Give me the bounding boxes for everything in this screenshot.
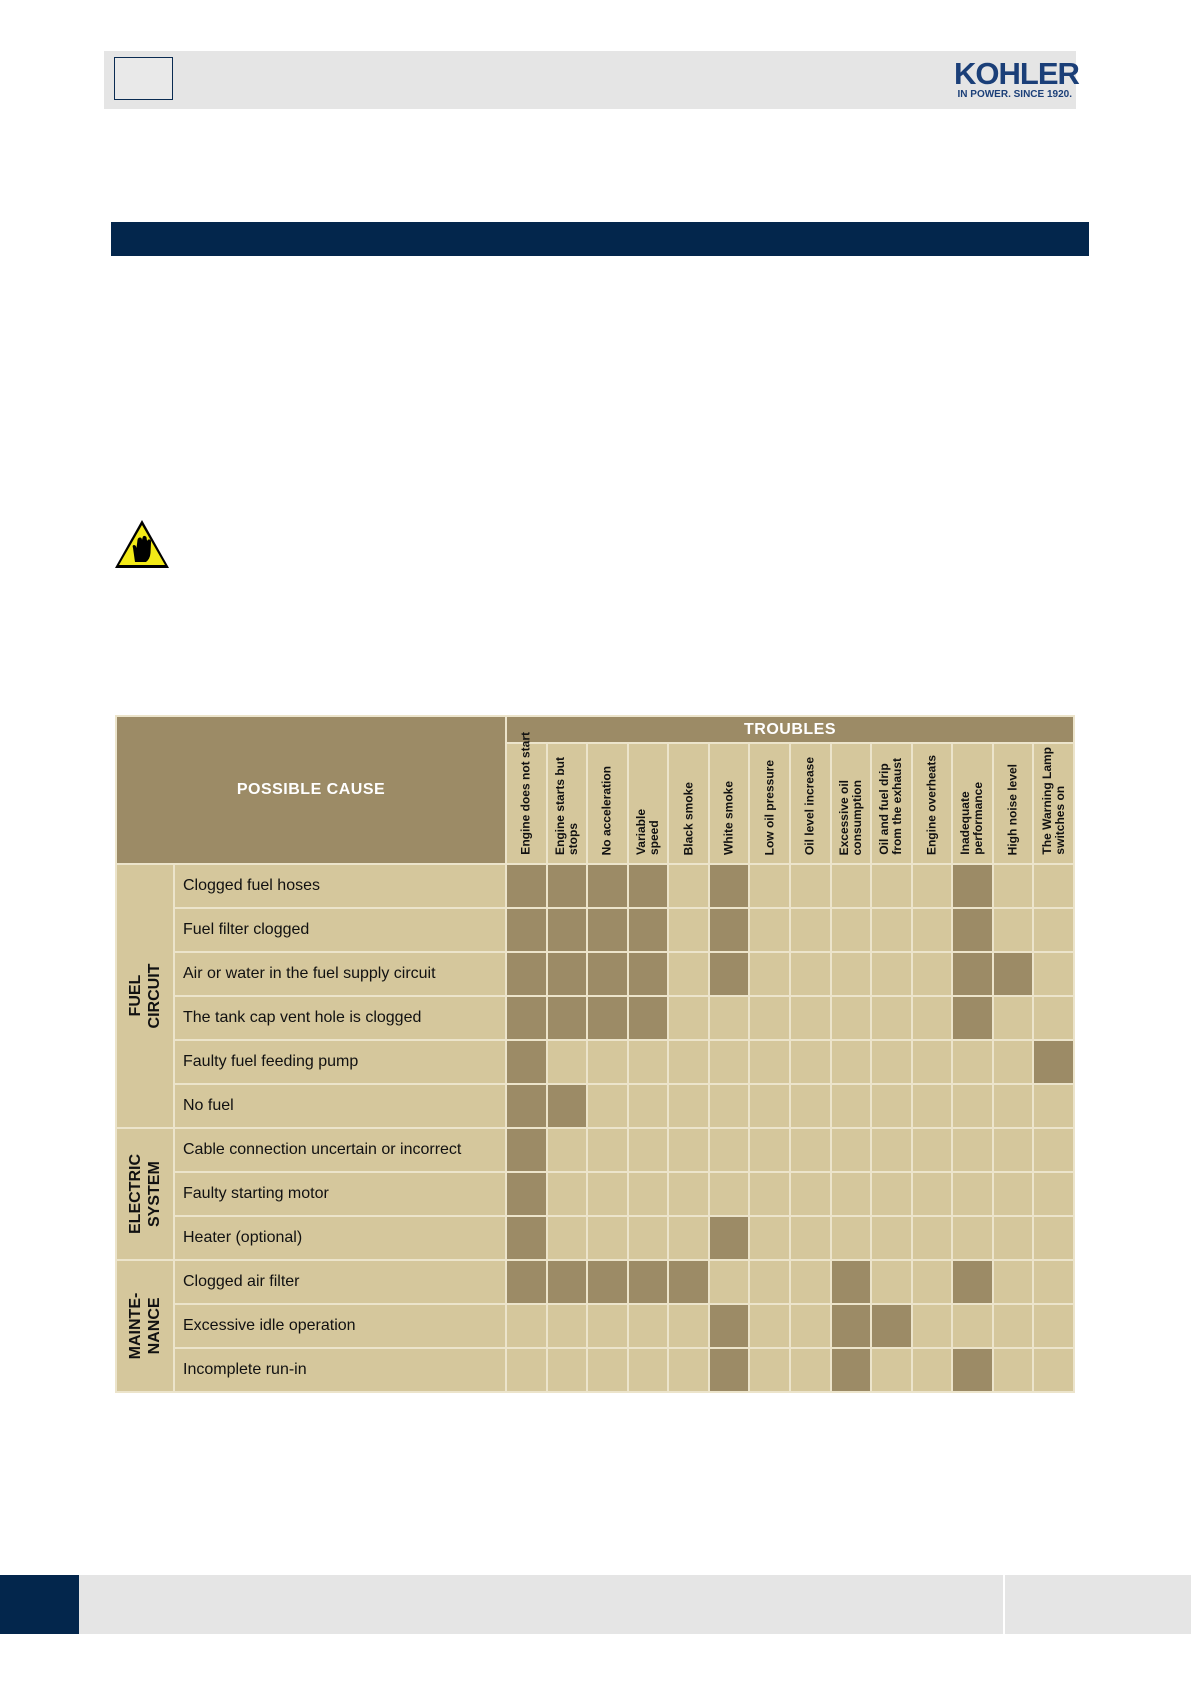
table-row bbox=[116, 864, 1074, 908]
page-header bbox=[104, 51, 1079, 109]
cause-cell: Cable connection uncertain or incorrect bbox=[174, 1128, 506, 1172]
table-row bbox=[116, 1260, 1074, 1304]
mark-cell-empty bbox=[952, 1216, 993, 1260]
mark-cell-empty bbox=[871, 1084, 912, 1128]
mark-cell-checked bbox=[709, 1304, 750, 1348]
mark-cell-empty bbox=[831, 864, 872, 908]
mark-cell-empty bbox=[993, 1172, 1034, 1216]
trouble-column-header bbox=[993, 743, 1034, 864]
mark-cell-checked bbox=[506, 952, 547, 996]
mark-cell-checked bbox=[952, 952, 993, 996]
mark-cell-empty bbox=[912, 908, 953, 952]
mark-cell-empty bbox=[749, 1040, 790, 1084]
table-row bbox=[116, 996, 1074, 1040]
mark-cell-checked bbox=[831, 1260, 872, 1304]
trouble-column-header bbox=[668, 743, 709, 864]
trouble-label: Engine does not start bbox=[518, 732, 533, 855]
mark-cell-empty bbox=[709, 996, 750, 1040]
mark-cell-empty bbox=[912, 996, 953, 1040]
mark-cell-empty bbox=[668, 1128, 709, 1172]
trouble-column-header bbox=[1033, 743, 1074, 864]
mark-cell-empty bbox=[912, 952, 953, 996]
mark-cell-empty bbox=[1033, 1348, 1074, 1392]
mark-cell-empty bbox=[749, 908, 790, 952]
mark-cell-empty bbox=[1033, 1216, 1074, 1260]
logo-wordmark: KOHLER bbox=[954, 56, 1079, 91]
mark-cell-checked bbox=[952, 908, 993, 952]
mark-cell-checked bbox=[709, 908, 750, 952]
mark-cell-empty bbox=[547, 1128, 588, 1172]
group-cell bbox=[116, 1260, 174, 1392]
mark-cell-empty bbox=[749, 1172, 790, 1216]
mark-cell-checked bbox=[506, 996, 547, 1040]
group-label: MAINTE- NANCE bbox=[127, 1292, 163, 1360]
mark-cell-empty bbox=[790, 952, 831, 996]
mark-cell-empty bbox=[749, 996, 790, 1040]
trouble-label: Black smoke bbox=[681, 781, 696, 855]
mark-cell-empty bbox=[871, 1172, 912, 1216]
mark-cell-empty bbox=[587, 1172, 628, 1216]
mark-cell-empty bbox=[668, 996, 709, 1040]
mark-cell-empty bbox=[547, 1348, 588, 1392]
mark-cell-empty bbox=[1033, 952, 1074, 996]
mark-cell-empty bbox=[993, 1304, 1034, 1348]
mark-cell-empty bbox=[871, 1348, 912, 1392]
mark-cell-empty bbox=[831, 1128, 872, 1172]
mark-cell-empty bbox=[790, 1304, 831, 1348]
trouble-label: Low oil pressure bbox=[762, 759, 777, 855]
mark-cell-empty bbox=[871, 1040, 912, 1084]
mark-cell-checked bbox=[506, 1040, 547, 1084]
mark-cell-empty bbox=[871, 908, 912, 952]
trouble-label: Engine starts but stops bbox=[552, 756, 580, 855]
trouble-column-header bbox=[749, 743, 790, 864]
mark-cell-empty bbox=[871, 864, 912, 908]
table-row bbox=[116, 1348, 1074, 1392]
mark-cell-empty bbox=[749, 1304, 790, 1348]
mark-cell-empty bbox=[749, 1216, 790, 1260]
mark-cell-empty bbox=[547, 1040, 588, 1084]
mark-cell-checked bbox=[628, 952, 669, 996]
group-label: ELECTRIC SYSTEM bbox=[127, 1154, 163, 1234]
mark-cell-empty bbox=[709, 1172, 750, 1216]
trouble-label: Oil and fuel drip from the exhaust bbox=[877, 758, 905, 855]
mark-cell-checked bbox=[668, 1260, 709, 1304]
trouble-column-header bbox=[709, 743, 750, 864]
mark-cell-empty bbox=[993, 1348, 1034, 1392]
mark-cell-checked bbox=[587, 864, 628, 908]
footer-right-block bbox=[1005, 1575, 1191, 1634]
cause-cell: Faulty starting motor bbox=[174, 1172, 506, 1216]
cause-cell: Clogged fuel hoses bbox=[174, 864, 506, 908]
mark-cell-empty bbox=[912, 864, 953, 908]
mark-cell-empty bbox=[1033, 1084, 1074, 1128]
mark-cell-empty bbox=[993, 1040, 1034, 1084]
mark-cell-empty bbox=[547, 1216, 588, 1260]
cause-cell: Heater (optional) bbox=[174, 1216, 506, 1260]
mark-cell-checked bbox=[709, 1216, 750, 1260]
mark-cell-empty bbox=[628, 1084, 669, 1128]
mark-cell-empty bbox=[749, 1084, 790, 1128]
mark-cell-empty bbox=[912, 1128, 953, 1172]
mark-cell-checked bbox=[506, 1084, 547, 1128]
mark-cell-empty bbox=[1033, 1128, 1074, 1172]
cause-cell: Fuel filter clogged bbox=[174, 908, 506, 952]
mark-cell-empty bbox=[628, 1216, 669, 1260]
mark-cell-checked bbox=[628, 864, 669, 908]
mark-cell-empty bbox=[912, 1260, 953, 1304]
mark-cell-empty bbox=[831, 1172, 872, 1216]
mark-cell-empty bbox=[871, 996, 912, 1040]
mark-cell-empty bbox=[993, 1128, 1034, 1172]
mark-cell-empty bbox=[912, 1216, 953, 1260]
trouble-column-header bbox=[506, 732, 547, 864]
mark-cell-empty bbox=[628, 1040, 669, 1084]
mark-cell-empty bbox=[790, 1172, 831, 1216]
mark-cell-empty bbox=[912, 1304, 953, 1348]
table-row bbox=[116, 1216, 1074, 1260]
mark-cell-empty bbox=[790, 864, 831, 908]
mark-cell-empty bbox=[547, 1172, 588, 1216]
mark-cell-checked bbox=[952, 864, 993, 908]
mark-cell-empty bbox=[993, 864, 1034, 908]
mark-cell-checked bbox=[506, 864, 547, 908]
trouble-label: Inadequate performance bbox=[958, 782, 986, 855]
mark-cell-empty bbox=[668, 1172, 709, 1216]
mark-cell-empty bbox=[587, 1128, 628, 1172]
mark-cell-empty bbox=[668, 952, 709, 996]
trouble-label: No acceleration bbox=[599, 765, 614, 855]
mark-cell-checked bbox=[952, 996, 993, 1040]
mark-cell-empty bbox=[1033, 1172, 1074, 1216]
mark-cell-checked bbox=[506, 1128, 547, 1172]
mark-cell-empty bbox=[952, 1084, 993, 1128]
mark-cell-checked bbox=[547, 908, 588, 952]
mark-cell-checked bbox=[547, 996, 588, 1040]
trouble-label: Excessive oil consumption bbox=[836, 779, 864, 855]
mark-cell-checked bbox=[547, 952, 588, 996]
mark-cell-checked bbox=[506, 1216, 547, 1260]
mark-cell-checked bbox=[952, 1348, 993, 1392]
mark-cell-empty bbox=[709, 1128, 750, 1172]
mark-cell-empty bbox=[790, 1128, 831, 1172]
mark-cell-empty bbox=[831, 996, 872, 1040]
cause-cell: Clogged air filter bbox=[174, 1260, 506, 1304]
trouble-label: Variable speed bbox=[633, 808, 661, 855]
trouble-column-header bbox=[587, 743, 628, 864]
mark-cell-empty bbox=[871, 952, 912, 996]
mark-cell-empty bbox=[871, 1216, 912, 1260]
mark-cell-checked bbox=[587, 952, 628, 996]
mark-cell-empty bbox=[790, 1348, 831, 1392]
table-row bbox=[116, 908, 1074, 952]
group-label: FUEL CIRCUIT bbox=[127, 963, 163, 1029]
mark-cell-empty bbox=[952, 1172, 993, 1216]
mark-cell-empty bbox=[587, 1304, 628, 1348]
mark-cell-empty bbox=[790, 908, 831, 952]
mark-cell-checked bbox=[587, 996, 628, 1040]
mark-cell-empty bbox=[1033, 1260, 1074, 1304]
mark-cell-empty bbox=[506, 1304, 547, 1348]
table-row bbox=[116, 1040, 1074, 1084]
mark-cell-empty bbox=[668, 1040, 709, 1084]
mark-cell-empty bbox=[668, 1084, 709, 1128]
footer-page-block bbox=[0, 1575, 79, 1634]
mark-cell-empty bbox=[831, 1084, 872, 1128]
mark-cell-empty bbox=[628, 1348, 669, 1392]
mark-cell-checked bbox=[709, 952, 750, 996]
mark-cell-checked bbox=[547, 1260, 588, 1304]
kohler-logo bbox=[954, 56, 1079, 101]
mark-cell-empty bbox=[871, 1128, 912, 1172]
mark-cell-empty bbox=[668, 1304, 709, 1348]
trouble-column-header bbox=[952, 743, 993, 864]
mark-cell-checked bbox=[709, 1348, 750, 1392]
group-cell bbox=[116, 1128, 174, 1260]
mark-cell-empty bbox=[628, 1304, 669, 1348]
mark-cell-checked bbox=[831, 1348, 872, 1392]
mark-cell-checked bbox=[831, 1304, 872, 1348]
mark-cell-empty bbox=[547, 1304, 588, 1348]
mark-cell-checked bbox=[952, 1260, 993, 1304]
mark-cell-empty bbox=[709, 1084, 750, 1128]
mark-cell-checked bbox=[709, 864, 750, 908]
trouble-label: White smoke bbox=[721, 780, 736, 855]
mark-cell-empty bbox=[668, 864, 709, 908]
section-title-bar bbox=[111, 222, 1089, 256]
trouble-label: High noise level bbox=[1005, 763, 1020, 855]
table-row bbox=[116, 1084, 1074, 1128]
mark-cell-empty bbox=[709, 1040, 750, 1084]
mark-cell-empty bbox=[871, 1260, 912, 1304]
trouble-column-header bbox=[831, 743, 872, 864]
trouble-label: The Warning Lamp switches on bbox=[1039, 747, 1067, 855]
mark-cell-empty bbox=[668, 908, 709, 952]
mark-cell-checked bbox=[506, 908, 547, 952]
trouble-label: Engine overheats bbox=[924, 754, 939, 855]
mark-cell-empty bbox=[831, 952, 872, 996]
mark-cell-empty bbox=[1033, 864, 1074, 908]
troubleshooting-table bbox=[115, 715, 1075, 1393]
mark-cell-empty bbox=[831, 908, 872, 952]
mark-cell-empty bbox=[749, 1260, 790, 1304]
mark-cell-checked bbox=[547, 864, 588, 908]
mark-cell-empty bbox=[831, 1216, 872, 1260]
cause-cell: Faulty fuel feeding pump bbox=[174, 1040, 506, 1084]
mark-cell-empty bbox=[749, 1348, 790, 1392]
mark-cell-empty bbox=[952, 1128, 993, 1172]
table-row bbox=[116, 1304, 1074, 1348]
mark-cell-empty bbox=[587, 1084, 628, 1128]
mark-cell-empty bbox=[749, 864, 790, 908]
mark-cell-empty bbox=[790, 1216, 831, 1260]
mark-cell-empty bbox=[668, 1348, 709, 1392]
mark-cell-empty bbox=[749, 1128, 790, 1172]
mark-cell-empty bbox=[709, 1260, 750, 1304]
cause-cell: No fuel bbox=[174, 1084, 506, 1128]
mark-cell-empty bbox=[1033, 1304, 1074, 1348]
mark-cell-empty bbox=[1033, 996, 1074, 1040]
mark-cell-empty bbox=[993, 1260, 1034, 1304]
mark-cell-empty bbox=[831, 1040, 872, 1084]
mark-cell-empty bbox=[912, 1040, 953, 1084]
table-row bbox=[116, 1172, 1074, 1216]
mark-cell-empty bbox=[912, 1348, 953, 1392]
mark-cell-checked bbox=[547, 1084, 588, 1128]
mark-cell-empty bbox=[912, 1172, 953, 1216]
mark-cell-empty bbox=[952, 1040, 993, 1084]
trouble-column-header bbox=[790, 743, 831, 864]
mark-cell-empty bbox=[993, 1084, 1034, 1128]
mark-cell-empty bbox=[790, 1040, 831, 1084]
mark-cell-empty bbox=[993, 908, 1034, 952]
mark-cell-checked bbox=[587, 1260, 628, 1304]
mark-cell-empty bbox=[790, 1260, 831, 1304]
mark-cell-empty bbox=[790, 996, 831, 1040]
mark-cell-checked bbox=[871, 1304, 912, 1348]
mark-cell-checked bbox=[587, 908, 628, 952]
table-row bbox=[116, 1128, 1074, 1172]
table-row bbox=[116, 952, 1074, 996]
mark-cell-checked bbox=[628, 1260, 669, 1304]
mark-cell-checked bbox=[506, 1260, 547, 1304]
trouble-column-header bbox=[871, 743, 912, 864]
hand-stop-warning-icon bbox=[113, 518, 171, 570]
group-cell bbox=[116, 864, 174, 1128]
trouble-column-header bbox=[912, 743, 953, 864]
mark-cell-checked bbox=[628, 996, 669, 1040]
trouble-column-header bbox=[547, 743, 588, 864]
mark-cell-checked bbox=[993, 952, 1034, 996]
mark-cell-empty bbox=[587, 1040, 628, 1084]
mark-cell-empty bbox=[749, 952, 790, 996]
trouble-column-header bbox=[628, 743, 669, 864]
logo-tagline: IN POWER. SINCE 1920. bbox=[957, 89, 1072, 100]
mark-cell-empty bbox=[993, 996, 1034, 1040]
mark-cell-checked bbox=[1033, 1040, 1074, 1084]
trouble-label: Oil level increase bbox=[802, 756, 817, 855]
mark-cell-empty bbox=[1033, 908, 1074, 952]
cause-cell: The tank cap vent hole is clogged bbox=[174, 996, 506, 1040]
header-section-box bbox=[114, 57, 173, 100]
possible-cause-header: POSSIBLE CAUSE bbox=[116, 716, 506, 864]
mark-cell-empty bbox=[587, 1216, 628, 1260]
mark-cell-empty bbox=[506, 1348, 547, 1392]
footer-bar bbox=[79, 1575, 1003, 1634]
mark-cell-empty bbox=[587, 1348, 628, 1392]
mark-cell-empty bbox=[628, 1128, 669, 1172]
cause-cell: Incomplete run-in bbox=[174, 1348, 506, 1392]
mark-cell-empty bbox=[790, 1084, 831, 1128]
mark-cell-empty bbox=[993, 1216, 1034, 1260]
cause-cell: Excessive idle operation bbox=[174, 1304, 506, 1348]
mark-cell-empty bbox=[668, 1216, 709, 1260]
mark-cell-empty bbox=[912, 1084, 953, 1128]
cause-cell: Air or water in the fuel supply circuit bbox=[174, 952, 506, 996]
mark-cell-checked bbox=[506, 1172, 547, 1216]
mark-cell-checked bbox=[628, 908, 669, 952]
mark-cell-empty bbox=[628, 1172, 669, 1216]
troubles-header: TROUBLES bbox=[506, 716, 1074, 743]
mark-cell-empty bbox=[952, 1304, 993, 1348]
